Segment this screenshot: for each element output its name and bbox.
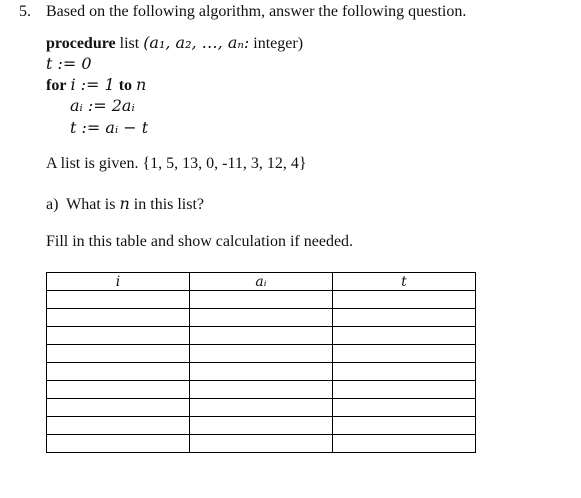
part-a-suffix: in this list? xyxy=(129,196,205,213)
table-row xyxy=(47,399,476,417)
table-cell[interactable] xyxy=(47,309,190,327)
table-cell[interactable] xyxy=(47,417,190,435)
part-a-question xyxy=(46,194,204,214)
table-row xyxy=(47,417,476,435)
table-cell[interactable] xyxy=(47,291,190,309)
table-cell[interactable] xyxy=(333,291,476,309)
table-cell[interactable] xyxy=(190,345,333,363)
table-cell[interactable] xyxy=(333,417,476,435)
table-cell[interactable] xyxy=(333,309,476,327)
table-cell[interactable] xyxy=(333,399,476,417)
table-cell[interactable] xyxy=(333,381,476,399)
table-cell[interactable] xyxy=(333,327,476,345)
calculation-table xyxy=(46,272,476,453)
table-row xyxy=(47,345,476,363)
header-i: i xyxy=(47,273,190,291)
part-a-variable: n xyxy=(119,194,130,213)
table-row xyxy=(47,435,476,453)
table-row xyxy=(47,381,476,399)
for-variable: i := 1 xyxy=(70,75,115,94)
part-a-label: a) xyxy=(46,196,59,213)
table-cell[interactable] xyxy=(190,291,333,309)
algorithm-for-line xyxy=(46,75,146,95)
table-cell[interactable] xyxy=(190,363,333,381)
header-ai: aᵢ xyxy=(190,273,333,291)
table-cell[interactable] xyxy=(190,399,333,417)
algorithm-header xyxy=(46,33,303,53)
table-cell[interactable] xyxy=(333,363,476,381)
table-row xyxy=(47,327,476,345)
table-cell[interactable] xyxy=(333,345,476,363)
table-cell[interactable] xyxy=(47,363,190,381)
table-cell[interactable] xyxy=(190,381,333,399)
procedure-params: (a₁, a₂, …, aₙ: xyxy=(143,33,250,52)
to-variable: n xyxy=(136,75,147,94)
table-instruction: Fill in this table and show calculation if needed. xyxy=(46,233,354,250)
table-cell[interactable] xyxy=(190,309,333,327)
question-prompt: Based on the following algorithm, answer the following question. xyxy=(46,3,467,20)
table-cell[interactable] xyxy=(47,345,190,363)
table-row xyxy=(47,291,476,309)
table-body xyxy=(47,291,476,453)
for-keyword: for xyxy=(46,77,67,94)
algorithm-body-line-2: t := aᵢ − t xyxy=(70,118,149,137)
table-cell[interactable] xyxy=(190,417,333,435)
given-list: A list is given. {1, 5, 13, 0, -11, 3, 12, 4} xyxy=(46,155,307,172)
table-cell[interactable] xyxy=(333,435,476,453)
table-cell[interactable] xyxy=(47,399,190,417)
table-cell[interactable] xyxy=(47,381,190,399)
table-row xyxy=(47,309,476,327)
table-cell[interactable] xyxy=(47,435,190,453)
table-row xyxy=(47,363,476,381)
question-number: 5. xyxy=(19,3,31,20)
algorithm-body-line-1: aᵢ := 2aᵢ xyxy=(70,96,135,115)
table-cell[interactable] xyxy=(190,327,333,345)
procedure-name: list xyxy=(119,35,140,52)
table-cell[interactable] xyxy=(190,435,333,453)
procedure-keyword: procedure xyxy=(46,35,116,52)
table-cell[interactable] xyxy=(47,327,190,345)
table-header-row xyxy=(47,273,476,291)
to-keyword: to xyxy=(118,77,133,94)
algorithm-init-line: t := 0 xyxy=(46,54,92,73)
procedure-type: integer) xyxy=(253,35,304,52)
part-a-prefix: What is xyxy=(66,196,120,213)
header-t: t xyxy=(333,273,476,291)
